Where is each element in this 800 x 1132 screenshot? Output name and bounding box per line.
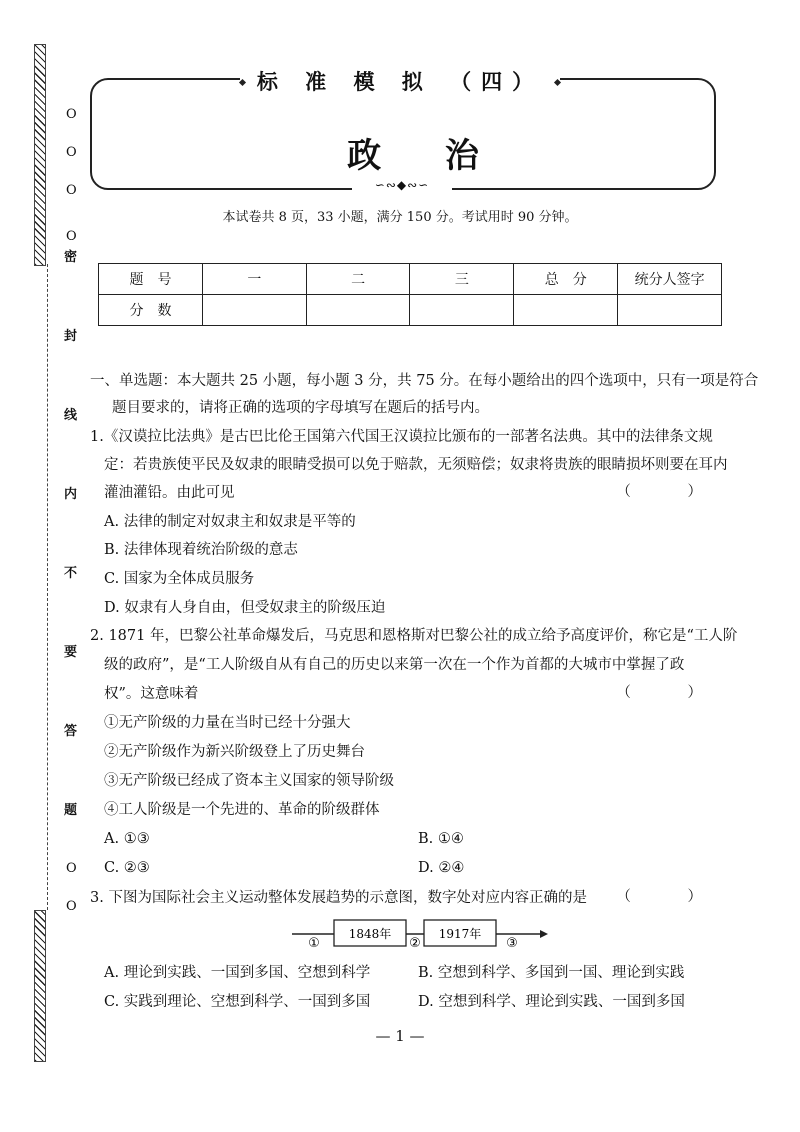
table-cell: 题 号 xyxy=(99,264,203,295)
table-cell: 一 xyxy=(202,264,306,295)
question-1-stem: 定：若贵族使平民及奴隶的眼睛受损可以免于赔款，无须赔偿；奴隶将贵族的眼睛损坏则要在耳内 xyxy=(104,457,728,473)
stage-mark: ③ xyxy=(506,936,518,950)
table-cell: 总 分 xyxy=(514,264,618,295)
score-field[interactable] xyxy=(618,295,722,326)
option-d: D. 奴隶有人身自由，但受奴隶主的阶级压迫 xyxy=(104,600,386,616)
box-label: 1917年 xyxy=(438,927,482,941)
score-field[interactable] xyxy=(306,295,410,326)
option-c: C. ②③ xyxy=(104,860,150,876)
seal-char: 内 xyxy=(64,487,78,502)
option-a: A. ①③ xyxy=(104,831,150,847)
binding-circle: O xyxy=(66,145,77,160)
seal-char: 密 xyxy=(64,250,78,265)
answer-bracket[interactable]: （ ） xyxy=(616,889,728,905)
ornament-divider: ∽∾◆∾∽ xyxy=(352,178,452,192)
option-a: A. 理论到实践、一国到多国、空想到科学 xyxy=(104,965,371,981)
seal-char: 不 xyxy=(64,566,78,581)
exam-title: 政 治 xyxy=(347,136,505,176)
option-b: B. 空想到科学、多国到一国、理论到实践 xyxy=(418,965,685,981)
score-table-header-row xyxy=(99,264,722,295)
statement-4: ④工人阶级是一个先进的、革命的阶级群体 xyxy=(104,802,380,818)
exam-info: 本试卷共 8 页，33 小题，满分 150 分。考试用时 90 分钟。 xyxy=(222,210,578,225)
question-1-stem: 灌油灌铅。由此可见 xyxy=(104,485,235,501)
stage-mark: ② xyxy=(409,936,421,950)
option-a: A. 法律的制定对奴隶主和奴隶是平等的 xyxy=(104,514,356,530)
statement-3: ③无产阶级已经成了资本主义国家的领导阶级 xyxy=(104,773,394,789)
question-1-stem: 1.《汉谟拉比法典》是古巴比伦王国第六代国王汉谟拉比颁布的一部著名法典。其中的法律条文规 xyxy=(90,429,713,445)
option-d: D. 空想到科学、理论到实践、一国到多国 xyxy=(418,994,685,1010)
stage-mark: ① xyxy=(308,936,320,950)
option-c: C. 国家为全体成员服务 xyxy=(104,571,255,587)
seal-char: 线 xyxy=(64,408,78,423)
statement-1: ①无产阶级的力量在当时已经十分强大 xyxy=(104,715,351,731)
binding-circle: O xyxy=(66,183,77,198)
answer-bracket[interactable]: （ ） xyxy=(616,685,728,701)
option-c: C. 实践到理论、空想到科学、一国到多国 xyxy=(104,994,371,1010)
development-diagram xyxy=(290,916,550,950)
question-3-stem: 3. 下图为国际社会主义运动整体发展趋势的示意图，数字处对应内容正确的是 xyxy=(90,890,587,906)
table-cell: 分 数 xyxy=(99,295,203,326)
binding-circle: O xyxy=(66,107,77,122)
table-cell: 二 xyxy=(306,264,410,295)
binding-dashed-line xyxy=(47,264,48,910)
seal-char: 题 xyxy=(64,803,78,818)
option-d: D. ②④ xyxy=(418,860,465,876)
section-heading: 一、单选题：本大题共 25 小题，每小题 3 分，共 75 分。在每小题给出的四个选项中，只有一项是符合 xyxy=(90,373,759,389)
binding-circle: O xyxy=(66,861,77,876)
table-cell: 三 xyxy=(410,264,514,295)
option-b: B. 法律体现着统治阶级的意志 xyxy=(104,542,298,558)
score-field[interactable] xyxy=(514,295,618,326)
binding-circle: O xyxy=(66,899,77,914)
seal-char: 要 xyxy=(64,645,78,660)
box-label: 1848年 xyxy=(348,927,392,941)
answer-bracket[interactable]: （ ） xyxy=(616,484,728,500)
score-field[interactable] xyxy=(202,295,306,326)
question-2-stem: 2. 1871 年，巴黎公社革命爆发后，马克思和恩格斯对巴黎公社的成立给予高度评价，称它是“工人阶 xyxy=(90,628,738,644)
seal-char: 答 xyxy=(64,724,78,739)
section-heading-cont: 题目要求的，请将正确的选项的字母填写在题后的括号内。 xyxy=(112,400,489,416)
page-number: — 1 — xyxy=(375,1027,425,1045)
binding-circle: O xyxy=(66,229,77,244)
score-field[interactable] xyxy=(410,295,514,326)
score-table xyxy=(98,263,722,326)
exam-subtitle: 标 准 模 拟 （四） xyxy=(240,66,560,96)
question-2-stem: 级的政府”，是“工人阶级自从有自己的历史以来第一次在一个作为首都的大城市中掌握了政 xyxy=(104,657,685,673)
arrow-head-icon xyxy=(540,930,548,938)
score-table-score-row xyxy=(99,295,722,326)
option-b: B. ①④ xyxy=(418,831,464,847)
seal-char: 封 xyxy=(64,329,78,344)
statement-2: ②无产阶级作为新兴阶级登上了历史舞台 xyxy=(104,744,365,760)
question-2-stem: 权”。这意味着 xyxy=(104,686,199,702)
table-cell: 统分人签字 xyxy=(618,264,722,295)
